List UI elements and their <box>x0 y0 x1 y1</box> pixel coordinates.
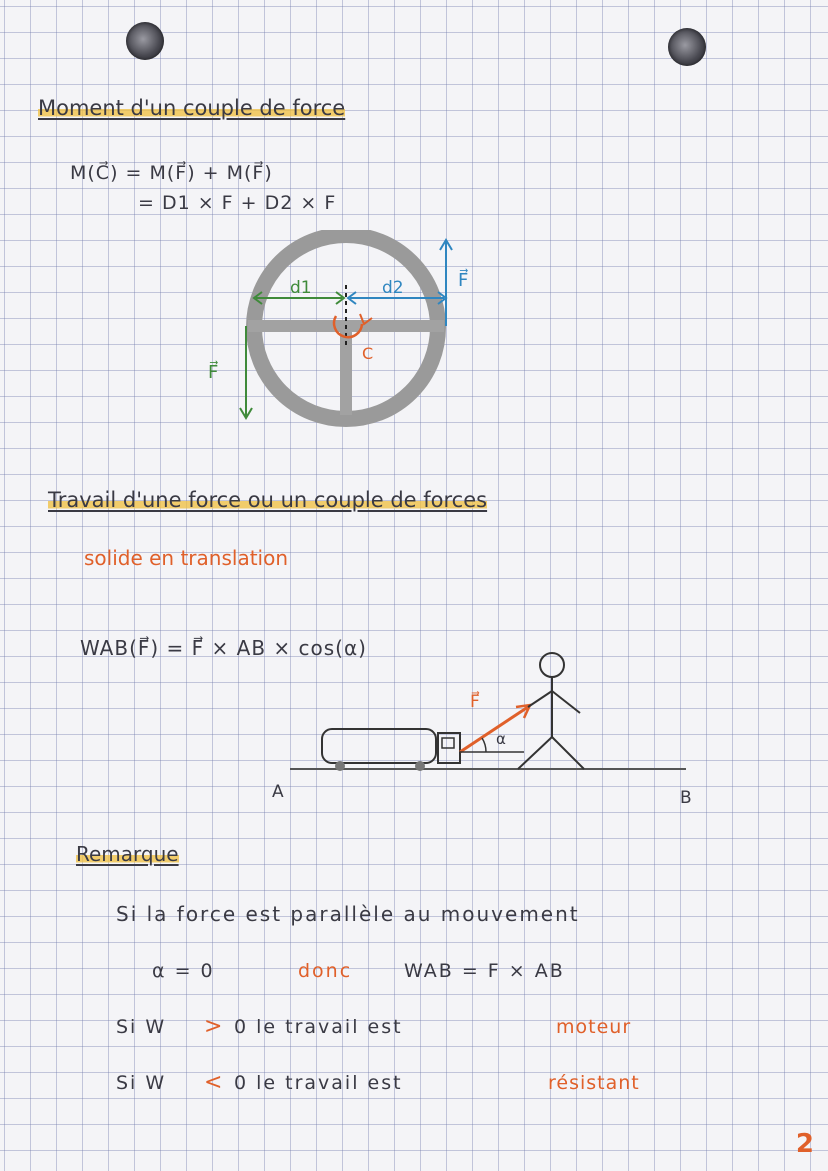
remarque-line4-text: 0 le travail est <box>234 1072 403 1094</box>
label-force-pull: F⃗ <box>470 692 480 712</box>
work-formula: WAB(F⃗) = F⃗ × AB × cos(α) <box>80 636 367 660</box>
moment-equation-line1: M(C⃗) = M(F⃗) + M(F⃗) <box>70 162 273 184</box>
wheel-front <box>415 761 425 771</box>
wheel-vertical-spoke <box>340 327 352 415</box>
remarque-line3-greater: > <box>204 1014 223 1039</box>
person-head <box>540 653 564 677</box>
remarque-line3-si-w: Si W <box>116 1016 167 1038</box>
binder-hole-left <box>126 22 164 60</box>
section-title-travail: Travail d'une force ou un couple de forces <box>48 488 488 512</box>
remarque-work-equals: WAB = F × AB <box>404 960 565 982</box>
remarque-line3-text: 0 le travail est <box>234 1016 403 1038</box>
label-force-left: F⃗ <box>208 362 219 383</box>
remarque-alpha-zero: α = 0 <box>152 960 215 982</box>
trailer <box>322 729 436 763</box>
pull-force-arrow <box>460 707 528 752</box>
truck-window <box>442 738 454 748</box>
remarque-title: Remarque <box>76 842 179 866</box>
moment-equation-line2: = D1 × F + D2 × F <box>138 192 337 214</box>
label-d1: d1 <box>290 278 312 298</box>
section-title-moment: Moment d'un couple de force <box>38 96 346 120</box>
subtitle-translation: solide en translation <box>84 546 289 570</box>
angle-arc <box>482 738 486 752</box>
remarque-resistant: résistant <box>548 1072 640 1094</box>
page-number: 2 <box>795 1129 814 1159</box>
label-point-b: B <box>680 788 692 808</box>
remarque-line1: Si la force est parallèle au mouvement <box>116 902 580 926</box>
person-arm-right <box>552 691 580 713</box>
label-force-right: F⃗ <box>458 270 469 291</box>
person-arm-left <box>528 691 552 707</box>
steering-wheel-diagram <box>200 230 520 430</box>
remarque-line4-less: < <box>204 1070 223 1095</box>
label-d2: d2 <box>382 278 404 298</box>
person-leg-left <box>518 737 552 769</box>
label-alpha: α <box>496 730 506 748</box>
wheel-rear <box>335 761 345 771</box>
binder-hole-right <box>668 28 706 66</box>
label-couple-c: C <box>362 344 374 363</box>
truck-pull-diagram <box>260 645 700 785</box>
remarque-moteur: moteur <box>556 1016 632 1038</box>
person-leg-right <box>552 737 584 769</box>
remarque-line4-si-w: Si W <box>116 1072 167 1094</box>
remarque-donc: donc <box>298 960 353 982</box>
label-point-a: A <box>272 782 284 802</box>
